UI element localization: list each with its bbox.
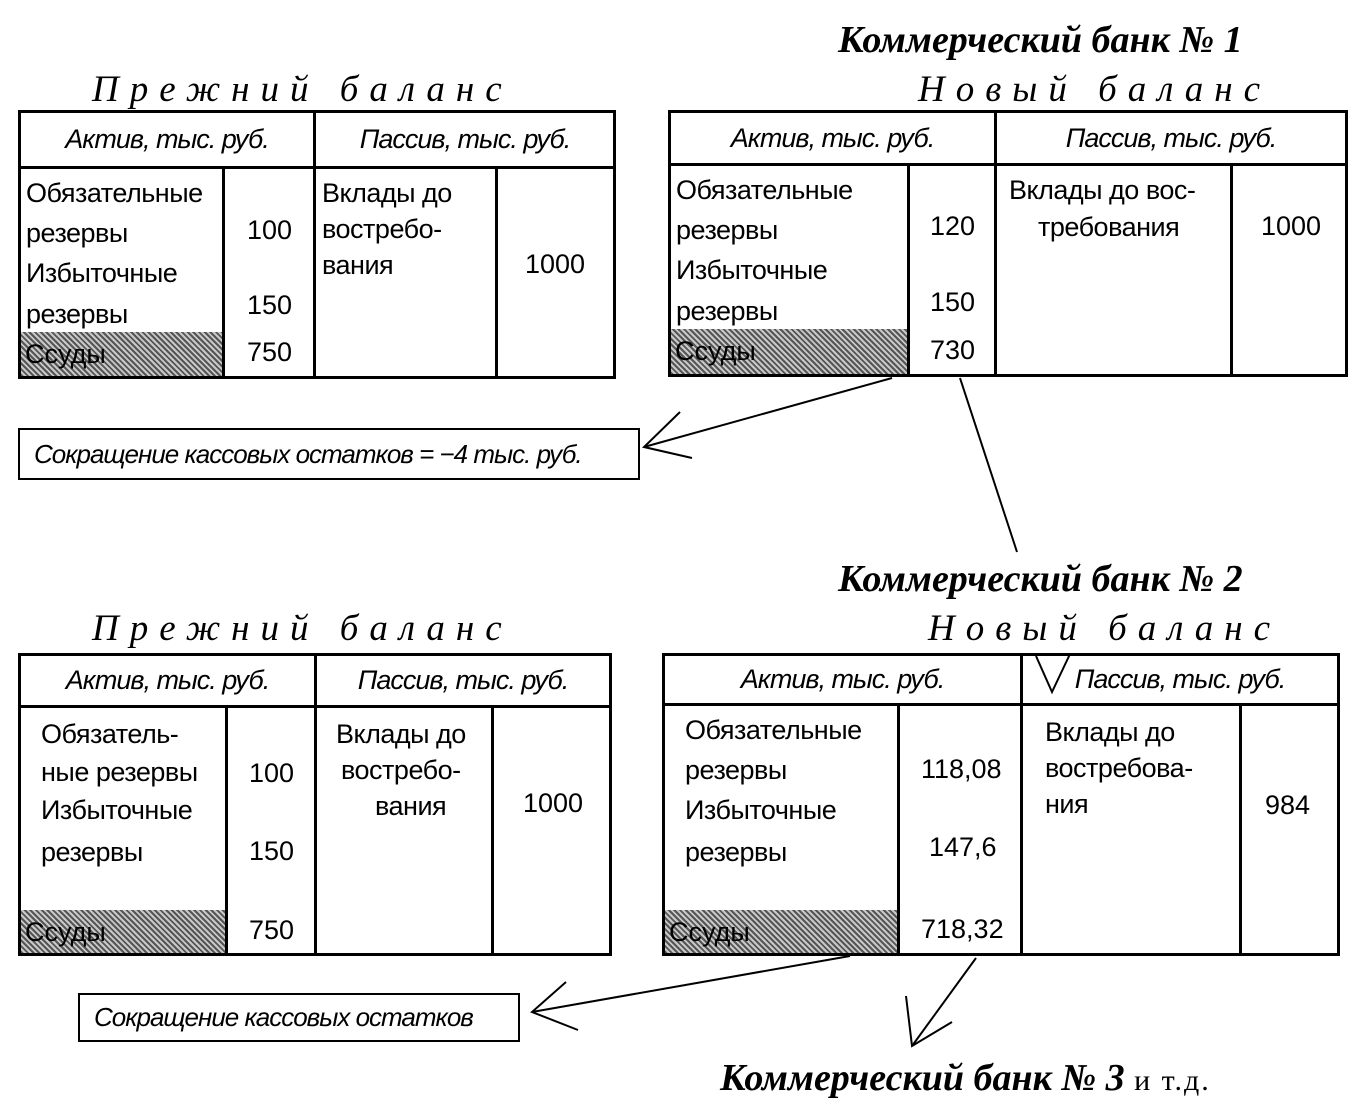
bank1-cash-reduction-callout: Сокращение кассовых остатков = −4 тыс. руб. <box>18 428 640 480</box>
loans-label: Ссуды <box>665 910 897 953</box>
excess-reserves-value: 150 <box>930 287 976 317</box>
liabilities-header: Пассив, тыс. руб. <box>357 665 569 695</box>
deposits-label: востребо- <box>341 755 461 785</box>
excess-reserves-label: резервы <box>26 299 128 329</box>
required-reserves-value: 100 <box>249 758 295 788</box>
excess-reserves-label: резервы <box>676 296 778 326</box>
bank2-title: Коммерческий банк № 2 <box>838 558 1243 600</box>
excess-reserves-value: 150 <box>247 290 293 320</box>
excess-reserves-label: резервы <box>685 837 787 867</box>
deposits-label: требования <box>1038 212 1180 242</box>
bank3-etc-suffix: и т.д. <box>1134 1064 1211 1097</box>
assets-header: Актив, тыс. руб. <box>65 124 269 154</box>
loans-value: 750 <box>249 915 295 945</box>
loans-value: 730 <box>930 335 976 365</box>
required-reserves-value: 120 <box>930 211 976 241</box>
required-reserves-label: резервы <box>676 215 778 245</box>
deposits-label: Вклады до <box>322 178 452 208</box>
excess-reserves-label: Избыточные <box>676 255 828 285</box>
excess-reserves-label: Избыточные <box>685 795 837 825</box>
required-reserves-value: 100 <box>247 215 293 245</box>
deposits-label: вания <box>375 791 447 821</box>
required-reserves-label: Обязательные <box>26 178 203 208</box>
deposits-label: вания <box>322 250 394 280</box>
connector-line <box>644 378 892 447</box>
loans-value: 718,32 <box>921 914 1004 944</box>
bank2-cash-reduction-callout: Сокращение кассовых остатков <box>78 993 520 1042</box>
required-reserves-label: резервы <box>685 755 787 785</box>
bank1-new-balance-title: Новый баланс <box>918 69 1272 110</box>
required-reserves-value: 118,08 <box>921 754 1002 784</box>
assets-header: Актив, тыс. руб. <box>740 664 945 694</box>
required-reserves-label: Обязательные <box>676 175 853 205</box>
connector-line <box>960 378 1017 552</box>
excess-reserves-label: Избыточные <box>41 795 193 825</box>
required-reserves-label: Обязатель- <box>41 719 179 749</box>
required-reserves-label: резервы <box>26 218 128 248</box>
loans-value: 750 <box>247 337 293 367</box>
required-reserves-label: ные резервы <box>41 757 198 787</box>
bank2-old-balance-title: Прежний баланс <box>92 608 513 649</box>
assets-header: Актив, тыс. руб. <box>730 122 935 153</box>
deposits-value: 1000 <box>523 788 584 818</box>
liabilities-header: Пассив, тыс. руб. <box>1074 664 1286 694</box>
deposits-value: 1000 <box>525 249 586 279</box>
connector-line <box>532 956 850 1012</box>
bank1-old-balance-title: Прежний баланс <box>92 69 513 110</box>
bank1-title: Коммерческий банк № 1 <box>838 19 1243 61</box>
required-reserves-label: Обязательные <box>685 715 862 745</box>
excess-reserves-label: резервы <box>41 837 143 867</box>
loans-label: Ссуды <box>671 329 907 374</box>
deposits-label: востребо- <box>322 214 442 244</box>
arrow-head <box>1036 654 1070 692</box>
deposits-label: ния <box>1045 789 1089 819</box>
assets-header: Актив, тыс. руб. <box>65 665 270 695</box>
deposits-label: Вклады до <box>1045 717 1175 747</box>
excess-reserves-label: Избыточные <box>26 258 178 288</box>
excess-reserves-value: 147,6 <box>929 832 997 862</box>
bank2-new-balance-title: Новый баланс <box>928 608 1282 649</box>
deposits-label: Вклады до вос- <box>1009 175 1196 205</box>
excess-reserves-value: 150 <box>249 836 295 866</box>
deposits-value: 1000 <box>1261 211 1322 241</box>
deposits-value: 984 <box>1265 790 1311 820</box>
loans-label: Ссуды <box>21 910 225 953</box>
deposits-label: Вклады до <box>336 719 466 749</box>
liabilities-header: Пассив, тыс. руб. <box>359 124 571 154</box>
bank3-title-text: Коммерческий банк № 3 <box>720 1057 1125 1099</box>
connector-line <box>912 958 976 1046</box>
deposits-label: востребова- <box>1045 753 1193 783</box>
liabilities-header: Пассив, тыс. руб. <box>1065 122 1277 153</box>
loans-label: Ссуды <box>21 332 222 376</box>
